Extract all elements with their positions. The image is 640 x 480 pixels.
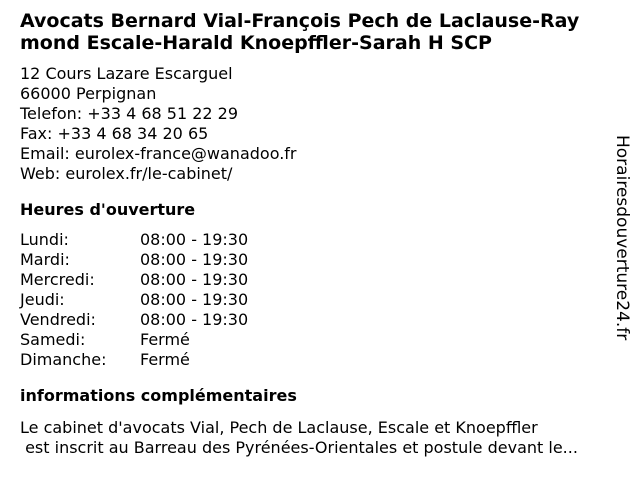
hours-row	[20, 310, 605, 330]
day-label: Mardi:	[20, 250, 70, 269]
hours-heading: Heures d'ouverture	[20, 200, 196, 219]
site-brand-vertical: Horairesdouverture24.fr	[612, 135, 632, 341]
hours-row	[20, 270, 605, 290]
time-value: Fermé	[140, 330, 190, 349]
email-text: Email: eurolex-france@wanadoo.fr	[20, 144, 297, 163]
time-value: 08:00 - 19:30	[140, 270, 249, 289]
day-label: Samedi:	[20, 330, 86, 349]
time-value: 08:00 - 19:30	[140, 290, 249, 309]
info-heading: informations complémentaires	[20, 386, 297, 405]
day-label: Lundi:	[20, 230, 69, 249]
time-value: 08:00 - 19:30	[140, 310, 249, 329]
hours-row	[20, 330, 605, 350]
day-label: Jeudi:	[20, 290, 65, 309]
time-value: Fermé	[140, 350, 190, 369]
time-value: 08:00 - 19:30	[140, 250, 249, 269]
fax-text: Fax: +33 4 68 34 20 65	[20, 124, 209, 143]
time-value: 08:00 - 19:30	[140, 230, 249, 249]
info-description: Le cabinet d'avocats Vial, Pech de Laclause, Escale et Knoepffler est inscrit au Barreau des Pyrénées-Orientales et postule devant le...	[20, 418, 578, 457]
hours-table	[20, 230, 605, 370]
address-line-1: 12 Cours Lazare Escarguel	[20, 64, 233, 83]
phone-text: Telefon: +33 4 68 51 22 29	[20, 104, 239, 123]
business-title: Avocats Bernard Vial-François Pech de Laclause-Ray mond Escale-Harald Knoepffler-Sarah H SCP	[20, 10, 580, 54]
hours-row	[20, 230, 605, 250]
hours-row	[20, 350, 605, 370]
day-label: Dimanche:	[20, 350, 107, 369]
business-card	[20, 10, 605, 458]
contact-block	[20, 64, 605, 184]
address-line-2: 66000 Perpignan	[20, 84, 157, 103]
web-text: Web: eurolex.fr/le-cabinet/	[20, 164, 233, 183]
hours-row	[20, 290, 605, 310]
day-label: Mercredi:	[20, 270, 95, 289]
day-label: Vendredi:	[20, 310, 96, 329]
hours-row	[20, 250, 605, 270]
